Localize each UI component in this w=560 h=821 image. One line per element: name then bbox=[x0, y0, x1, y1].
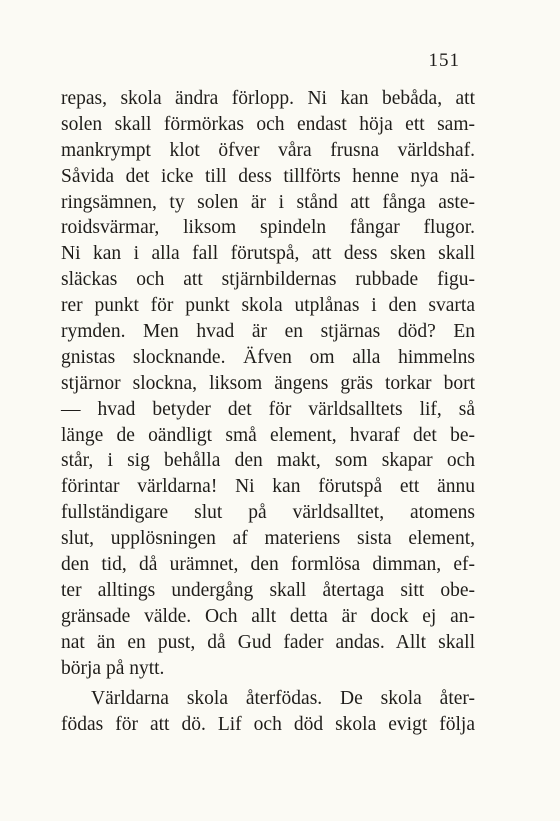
text-line: rer punkt för punkt skola utplånas i den svarta bbox=[61, 295, 475, 317]
text-line: förintar världarna! Ni kan förutspå ett ännu bbox=[61, 476, 475, 498]
body-text bbox=[61, 86, 475, 738]
text-line: nat än en pust, då Gud fader andas. Allt skall bbox=[61, 631, 475, 653]
text-line: länge de oändligt små element, hvaraf det be- bbox=[61, 424, 475, 446]
paragraph bbox=[61, 86, 475, 681]
text-line: roidsvärmar, liksom spindeln fångar flugor. bbox=[61, 217, 475, 239]
text-line: ter alltings undergång skall återtaga sitt obe- bbox=[61, 579, 475, 601]
text-line: den tid, då urämnet, den formlösa dimman, ef- bbox=[61, 554, 475, 576]
text-line: gnistas slocknande. Äfven om alla himmelns bbox=[61, 346, 475, 368]
text-line: rymden. Men hvad är en stjärnas död? En bbox=[61, 321, 475, 343]
text-line: börja på nytt. bbox=[61, 657, 165, 679]
text-line: repas, skola ändra förlopp. Ni kan bebåda, att bbox=[61, 88, 475, 109]
text-line: stjärnor slockna, liksom ängens gräs torkar bort bbox=[61, 372, 475, 394]
page-number: 151 bbox=[428, 50, 460, 71]
text-line: fullständigare slut på världsalltet, atomens bbox=[61, 502, 475, 524]
text-line: solen skall förmörkas och endast höja ett sam- bbox=[61, 113, 475, 135]
text-line: slut, upplösningen af materiens sista element, bbox=[61, 528, 475, 550]
text-line: släckas och att stjärnbildernas rubbade figu- bbox=[61, 269, 475, 291]
text-line: står, i sig behålla den makt, som skapar och bbox=[61, 450, 475, 472]
paragraph bbox=[61, 686, 475, 738]
text-line: Ni kan i alla fall förutspå, att dess sken skall bbox=[61, 243, 475, 265]
text-line: — hvad betyder det för världsalltets lif, så bbox=[61, 398, 475, 420]
text-line: ringsämnen, ty solen är i stånd att fånga aste- bbox=[61, 191, 475, 213]
text-line: mankrympt klot öfver våra frusna världshaf. bbox=[61, 139, 475, 161]
text-line: gränsade välde. Och allt detta är dock ej an- bbox=[61, 605, 475, 627]
text-line: Såvida det icke till dess tillförts henne nya nä- bbox=[61, 165, 475, 187]
text-line: Världarna skola återfödas. De skola åter- bbox=[91, 688, 475, 710]
text-line: födas för att dö. Lif och död skola evigt följa bbox=[61, 714, 475, 736]
